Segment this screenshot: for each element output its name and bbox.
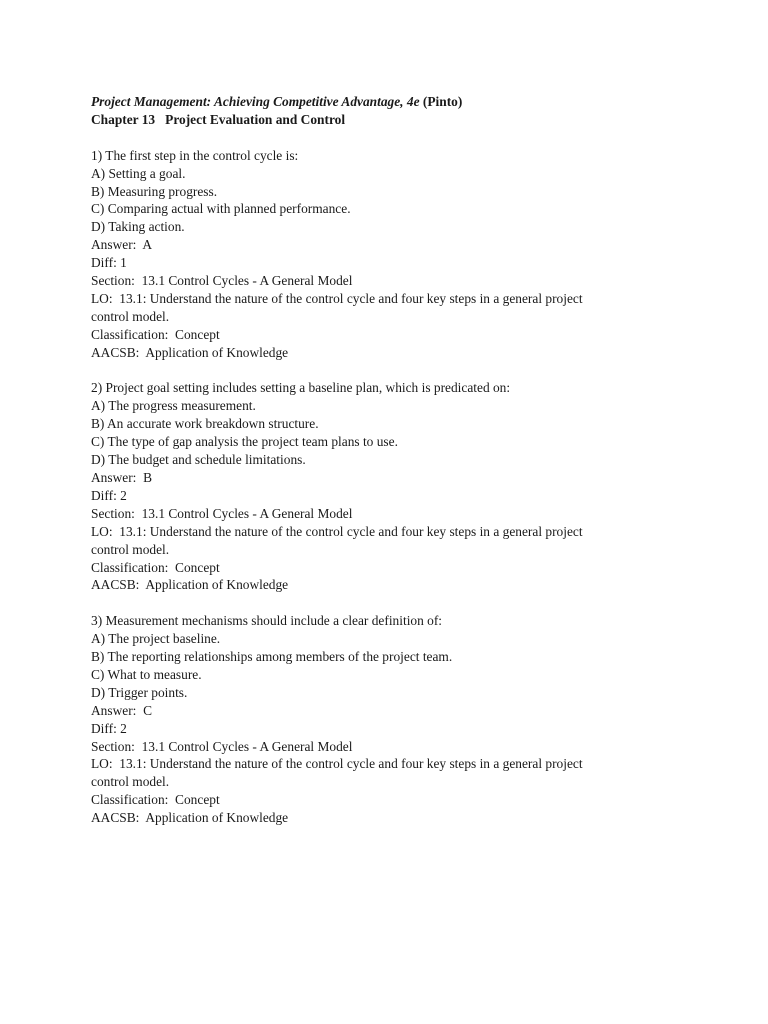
- section: Section: 13.1 Control Cycles - A General Model: [91, 273, 353, 289]
- difficulty: Diff: 2: [91, 720, 127, 736]
- learning-objective-continued: control model.: [91, 541, 170, 557]
- aacsb: AACSB: Application of Knowledge: [91, 344, 289, 360]
- book-title-line: [91, 93, 691, 111]
- answer: Answer: B: [91, 470, 152, 485]
- question-stem: 1) The first step in the control cycle is:: [91, 147, 299, 163]
- learning-objective-continued: control model.: [91, 308, 170, 324]
- classification: Classification: Concept: [91, 559, 220, 575]
- document-header: [91, 93, 691, 129]
- question-1: [91, 147, 691, 362]
- question-3: [91, 612, 691, 827]
- question-stem: 2) Project goal setting includes setting a baseline plan, which is predicated on:: [91, 380, 511, 396]
- option-b: B) The reporting relationships among members of the project team.: [91, 649, 453, 665]
- question-stem: 3) Measurement mechanisms should include a clear definition of:: [91, 613, 443, 629]
- option-b: B) Measuring progress.: [91, 183, 218, 199]
- learning-objective-continued: control model.: [91, 774, 170, 790]
- classification: Classification: Concept: [91, 792, 220, 808]
- option-b: B) An accurate work breakdown structure.: [91, 416, 319, 432]
- option-d: D) Taking action.: [91, 219, 185, 235]
- option-d: D) The budget and schedule limitations.: [91, 452, 306, 468]
- document-page: [91, 93, 691, 845]
- option-a: A) The progress measurement.: [91, 398, 256, 414]
- difficulty: Diff: 1: [91, 255, 127, 271]
- option-a: A) The project baseline.: [91, 631, 221, 647]
- learning-objective: LO: 13.1: Understand the nature of the control cycle and four key steps in a general project: [91, 756, 583, 772]
- aacsb: AACSB: Application of Knowledge: [91, 810, 289, 826]
- option-c: C) The type of gap analysis the project team plans to use.: [91, 434, 398, 450]
- section: Section: 13.1 Control Cycles - A General Model: [91, 738, 353, 754]
- option-a: A) Setting a goal.: [91, 165, 186, 181]
- section: Section: 13.1 Control Cycles - A General Model: [91, 505, 353, 521]
- option-c: C) What to measure.: [91, 666, 202, 682]
- option-d: D) Trigger points.: [91, 684, 188, 700]
- learning-objective: LO: 13.1: Understand the nature of the control cycle and four key steps in a general project: [91, 290, 583, 306]
- chapter-title: Chapter 13 Project Evaluation and Control: [91, 111, 346, 127]
- classification: Classification: Concept: [91, 326, 220, 342]
- question-2: [91, 379, 691, 594]
- option-c: C) Comparing actual with planned performance.: [91, 201, 351, 217]
- aacsb: AACSB: Application of Knowledge: [91, 577, 289, 593]
- answer: Answer: C: [91, 702, 152, 718]
- book-title: Project Management: Achieving Competitive Advantage, 4e: [91, 94, 420, 109]
- learning-objective: LO: 13.1: Understand the nature of the control cycle and four key steps in a general project: [91, 523, 583, 539]
- answer: Answer: A: [91, 237, 152, 253]
- book-author: (Pinto): [422, 94, 463, 109]
- difficulty: Diff: 2: [91, 487, 127, 503]
